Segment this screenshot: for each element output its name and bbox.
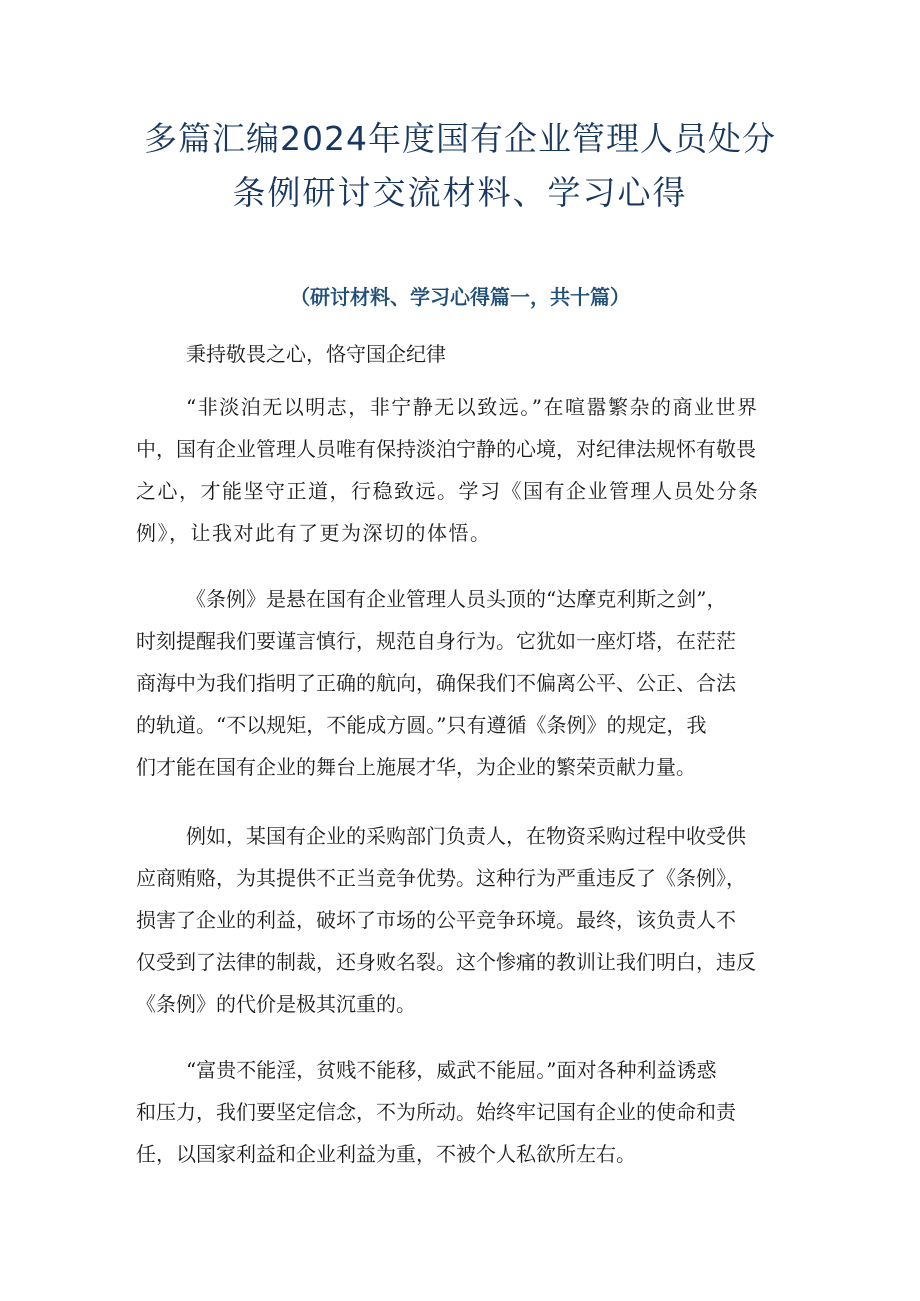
text-line: “富贵不能淫，贫贱不能移，威武不能屈。”面对各种利益诱惑 bbox=[186, 1058, 717, 1082]
document-title bbox=[0, 112, 920, 220]
text-line: 损害了企业的利益，破坏了市场的公平竞争环境。最终，该负责人不 bbox=[136, 908, 736, 932]
text-line: 例》，让我对此有了更为深切的体悟。 bbox=[136, 521, 492, 545]
text-line: 和压力，我们要坚定信念，不为所动。始终牢记国有企业的使命和责 bbox=[136, 1100, 736, 1124]
text-line: 时刻提醒我们要谨言慎行，规范自身行为。它犹如一座灯塔，在茫茫 bbox=[136, 629, 736, 653]
text-line: 《条例》是悬在国有企业管理人员头顶的“达摩克利斯之剑”， bbox=[186, 587, 727, 611]
document-subtitle: （研讨材料、学习心得篇一，共十篇） bbox=[290, 285, 630, 309]
text-line: 们才能在国有企业的舞台上施展才华，为企业的繁荣贡献力量。 bbox=[136, 755, 696, 779]
paragraph-3 bbox=[136, 815, 796, 1025]
text-line: “非淡泊无以明志，非宁静无以致远。”在喧嚣繁杂的商业世界 bbox=[186, 395, 759, 419]
text-line: 商海中为我们指明了正确的航向，确保我们不偏离公平、公正、合法 bbox=[136, 671, 736, 695]
text-line: 中，国有企业管理人员唯有保持淡泊宁静的心境，对纪律法规怀有敬畏 bbox=[136, 437, 756, 461]
text-line: 应商贿赂，为其提供不正当竞争优势。这种行为严重违反了《条例》， bbox=[136, 866, 746, 890]
paragraph-2 bbox=[136, 578, 796, 788]
paragraph-4 bbox=[136, 1049, 796, 1175]
text-line: 例如，某国有企业的采购部门负责人，在物资采购过程中收受供 bbox=[186, 824, 746, 848]
paragraph-1 bbox=[136, 386, 796, 554]
text-line: 任，以国家利益和企业利益为重，不被个人私欲所左右。 bbox=[136, 1142, 636, 1166]
text-line: 《条例》的代价是极其沉重的。 bbox=[136, 992, 416, 1016]
title-line: 条例研讨交流材料、学习心得 bbox=[232, 173, 688, 212]
text-line: 仅受到了法律的制裁，还身败名裂。这个惨痛的教训让我们明白，违反 bbox=[136, 950, 756, 974]
title-line: 多篇汇编2024年度国有企业管理人员处分 bbox=[144, 119, 776, 158]
section-heading: 秉持敬畏之心，恪守国企纪律 bbox=[186, 342, 446, 366]
text-line: 的轨道。“不以规矩，不能成方圆。”只有遵循《条例》的规定，我 bbox=[136, 713, 707, 737]
text-line: 之心，才能坚守正道，行稳致远。学习《国有企业管理人员处分条 bbox=[136, 479, 760, 503]
